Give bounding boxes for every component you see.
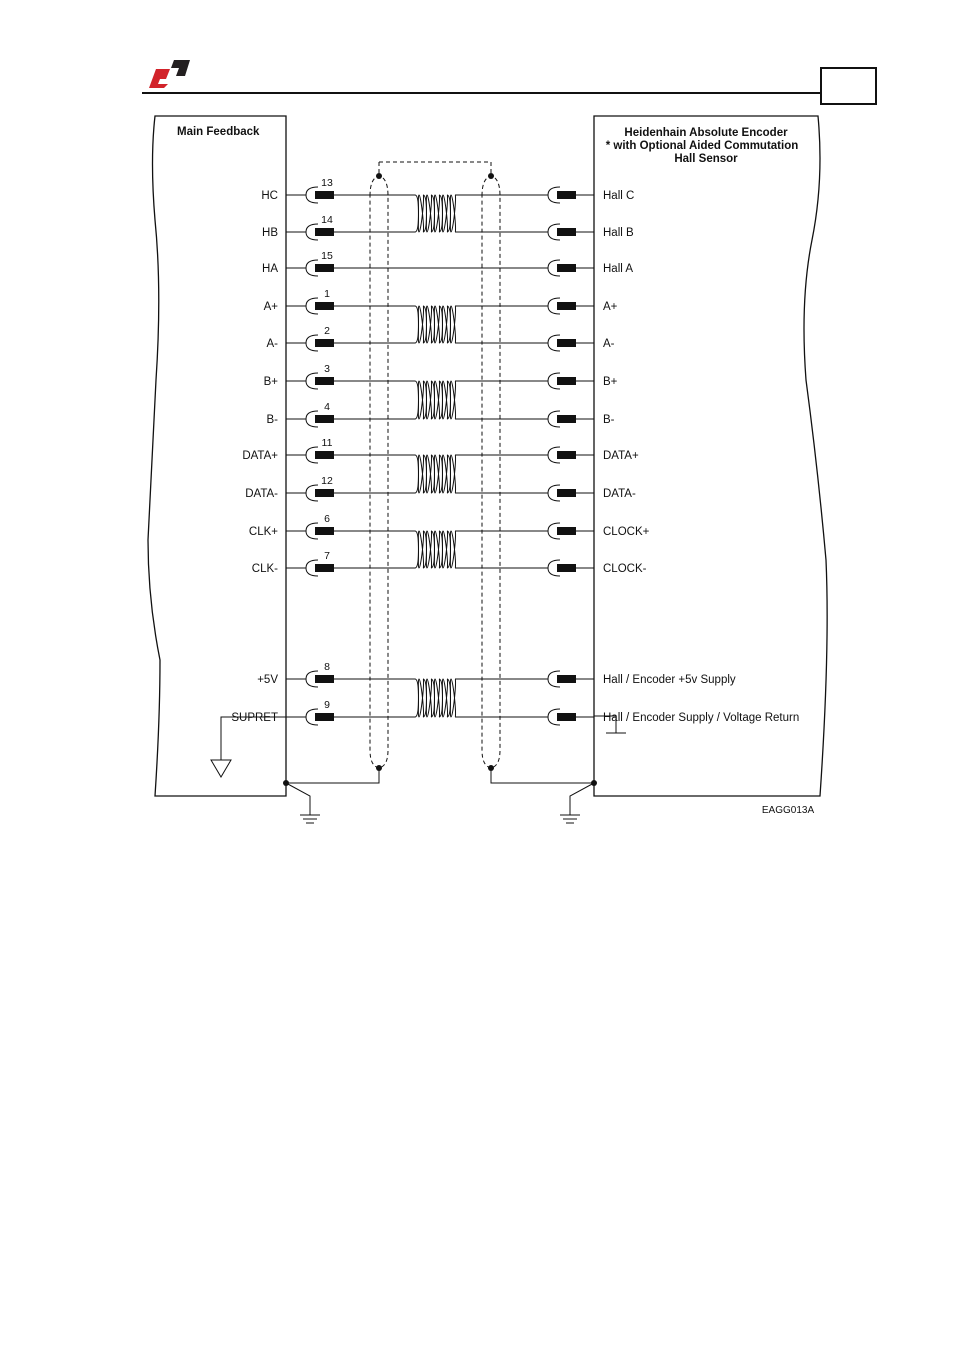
left-pin-b-plus [315, 377, 334, 385]
right-pin-b-plus [557, 377, 576, 385]
left-label-clk-plus: CLK+ [248, 526, 278, 538]
left-label-a-minus: A- [266, 338, 278, 350]
pin-number-b-minus: 4 [324, 401, 330, 413]
left-chassis-ground-icon [286, 783, 320, 823]
left-label-b-minus: B- [266, 414, 278, 426]
right-label-clk-plus: CLOCK+ [603, 526, 650, 538]
left-pin-hc [315, 191, 334, 199]
pin-number-clk-minus: 7 [324, 550, 330, 562]
left-label-b-plus: B+ [263, 376, 278, 388]
page-number-box [821, 68, 876, 104]
right-label-plus5v: Hall / Encoder +5v Supply [603, 674, 736, 686]
left-pin-b-minus [315, 415, 334, 423]
right-pin-supret [557, 713, 576, 721]
left-pin-data-plus [315, 451, 334, 459]
left-label-hc: HC [261, 190, 278, 202]
pin-number-supret: 9 [324, 699, 330, 711]
right-chassis-ground-icon [560, 783, 594, 823]
left-pin-hb [315, 228, 334, 236]
left-pin-ha [315, 264, 334, 272]
right-pin-plus5v [557, 675, 576, 683]
pin-number-plus5v: 8 [324, 661, 330, 673]
left-pin-a-plus [315, 302, 334, 310]
right-label-a-minus: A- [603, 338, 615, 350]
left-label-a-plus: A+ [263, 301, 278, 313]
right-pin-b-minus [557, 415, 576, 423]
right-label-supret: Hall / Encoder Supply / Voltage Return [603, 712, 800, 724]
pin-number-ha: 15 [321, 250, 333, 262]
shield-node-top-right [488, 173, 494, 179]
right-label-hc: Hall C [603, 190, 635, 202]
company-logo [149, 60, 190, 88]
right-pin-hc [557, 191, 576, 199]
right-pin-hb [557, 228, 576, 236]
right-pin-a-minus [557, 339, 576, 347]
right-pin-clk-plus [557, 527, 576, 535]
pin-number-a-minus: 2 [324, 325, 330, 337]
right-label-data-minus: DATA- [603, 488, 636, 500]
left-pin-clk-plus [315, 527, 334, 535]
pin-number-hb: 14 [321, 214, 333, 226]
right-pin-clk-minus [557, 564, 576, 572]
pin-number-clk-plus: 6 [324, 513, 330, 525]
encoder-title-line-3: Hall Sensor [674, 153, 738, 165]
right-label-data-plus: DATA+ [603, 450, 639, 462]
encoder-title-line-1: Heidenhain Absolute Encoder [624, 127, 788, 139]
right-label-a-plus: A+ [603, 301, 618, 313]
left-label-hb: HB [262, 227, 278, 239]
right-label-hb: Hall B [603, 227, 634, 239]
left-pin-clk-minus [315, 564, 334, 572]
left-label-data-plus: DATA+ [242, 450, 278, 462]
figure-reference: EAGG013A [761, 805, 815, 816]
right-label-ha: Hall A [603, 263, 634, 275]
left-pin-data-minus [315, 489, 334, 497]
right-pin-data-minus [557, 489, 576, 497]
left-pin-a-minus [315, 339, 334, 347]
main-feedback-title: Main Feedback [177, 126, 260, 138]
pin-number-hc: 13 [321, 177, 333, 189]
left-pin-supret [315, 713, 334, 721]
left-label-ha: HA [262, 263, 278, 275]
left-pin-plus5v [315, 675, 334, 683]
right-pin-ha [557, 264, 576, 272]
pin-number-b-plus: 3 [324, 363, 330, 375]
pin-number-a-plus: 1 [324, 288, 330, 300]
shield-drain-wires [286, 768, 594, 783]
pin-number-data-plus: 11 [321, 437, 333, 449]
encoder-title-line-2: * with Optional Aided Commutation [605, 140, 799, 152]
left-label-data-minus: DATA- [245, 488, 278, 500]
left-label-supret: SUPRET [231, 712, 278, 724]
right-pin-data-plus [557, 451, 576, 459]
shield-node-top-left [376, 173, 382, 179]
right-pin-a-plus [557, 302, 576, 310]
left-label-plus5v: +5V [257, 674, 278, 686]
right-label-b-minus: B- [603, 414, 615, 426]
right-label-clk-minus: CLOCK- [603, 563, 647, 575]
cable-shield [370, 162, 500, 768]
pin-number-data-minus: 12 [321, 475, 333, 487]
right-label-b-plus: B+ [603, 376, 618, 388]
left-label-clk-minus: CLK- [251, 563, 278, 575]
